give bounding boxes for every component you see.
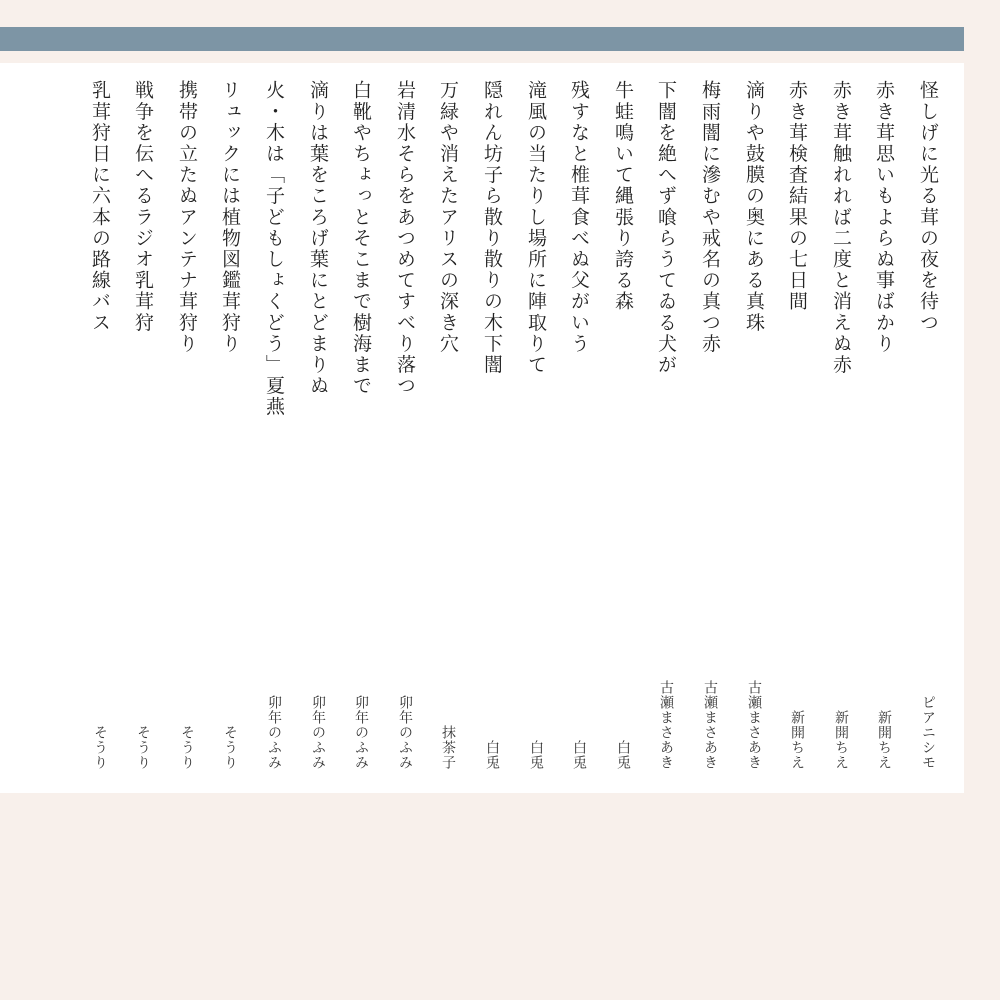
haiku-text: 戦争を伝へるラジオ乳茸狩 <box>132 80 154 334</box>
haiku-author: 新開ちえ <box>876 710 892 770</box>
haiku-author: 新開ちえ <box>789 710 805 770</box>
haiku-author: 古瀬まさあき <box>658 680 674 770</box>
haiku-author: 卯年のふみ <box>397 695 413 770</box>
haiku-entry <box>218 80 242 770</box>
haiku-entry <box>829 80 853 770</box>
haiku-entry <box>567 80 591 770</box>
haiku-entry <box>262 80 286 770</box>
haiku-text: 火・木は「子どもしょくどう」夏燕 <box>263 80 285 418</box>
haiku-author: 白兎 <box>484 740 500 770</box>
haiku-text: 乳茸狩日に六本の路線バス <box>89 80 111 334</box>
haiku-text: 隠れん坊子ら散り散りの木下闇 <box>481 80 503 376</box>
haiku-text: 万緑や消えたアリスの深き穴 <box>437 80 459 355</box>
haiku-entry <box>916 80 940 770</box>
haiku-text: 滴りや鼓膜の奥にある真珠 <box>743 80 765 334</box>
haiku-entry <box>436 80 460 770</box>
haiku-entry <box>785 80 809 770</box>
haiku-text: 怪しげに光る茸の夜を待つ <box>917 80 939 334</box>
haiku-author: 白兎 <box>528 740 544 770</box>
haiku-author: そうり <box>179 725 195 770</box>
haiku-entry <box>349 80 373 770</box>
haiku-text: 梅雨闇に滲むや戒名の真つ赤 <box>699 80 721 355</box>
haiku-author: 白兎 <box>571 740 587 770</box>
haiku-text: 赤き茸検査結果の七日間 <box>786 80 808 313</box>
haiku-author: そうり <box>222 725 238 770</box>
haiku-text: 下闇を絶へず喰らうてゐる犬が <box>655 80 677 376</box>
haiku-text: 白靴やちょっとそこまで樹海まで <box>350 80 372 397</box>
haiku-entry <box>306 80 330 770</box>
haiku-entry <box>175 80 199 770</box>
haiku-entry <box>88 80 112 770</box>
haiku-entry <box>698 80 722 770</box>
haiku-author: 卯年のふみ <box>353 695 369 770</box>
haiku-entry <box>742 80 766 770</box>
haiku-author: 古瀬まさあき <box>702 680 718 770</box>
haiku-text: 滴りは葉をころげ葉にとどまりぬ <box>307 80 329 397</box>
haiku-entry <box>131 80 155 770</box>
haiku-author: そうり <box>135 725 151 770</box>
haiku-author: ピアニシモ <box>920 695 936 770</box>
haiku-text: 牛蛙鳴いて縄張り誇る森 <box>612 80 634 313</box>
haiku-text: 赤き茸思いもよらぬ事ばかり <box>873 80 895 355</box>
haiku-text: 岩清水そらをあつめてすべり落つ <box>394 80 416 397</box>
haiku-author: 卯年のふみ <box>266 695 282 770</box>
haiku-entry <box>524 80 548 770</box>
haiku-text: 滝風の当たりし場所に陣取りて <box>525 80 547 376</box>
haiku-panel <box>0 63 964 793</box>
haiku-author: 新開ちえ <box>833 710 849 770</box>
haiku-entry <box>480 80 504 770</box>
haiku-text: リュックには植物図鑑茸狩り <box>219 80 241 355</box>
haiku-text: 携帯の立たぬアンテナ茸狩り <box>176 80 198 355</box>
haiku-entry <box>872 80 896 770</box>
haiku-entry <box>611 80 635 770</box>
header-bar <box>0 27 964 51</box>
haiku-author: 白兎 <box>615 740 631 770</box>
haiku-entry <box>654 80 678 770</box>
haiku-author: 卯年のふみ <box>310 695 326 770</box>
haiku-author: 古瀬まさあき <box>746 680 762 770</box>
haiku-author: そうり <box>92 725 108 770</box>
haiku-entry <box>393 80 417 770</box>
haiku-text: 残すなと椎茸食べぬ父がいう <box>568 80 590 355</box>
haiku-author: 抹茶子 <box>440 725 456 770</box>
haiku-text: 赤き茸触れれば二度と消えぬ赤 <box>830 80 852 376</box>
